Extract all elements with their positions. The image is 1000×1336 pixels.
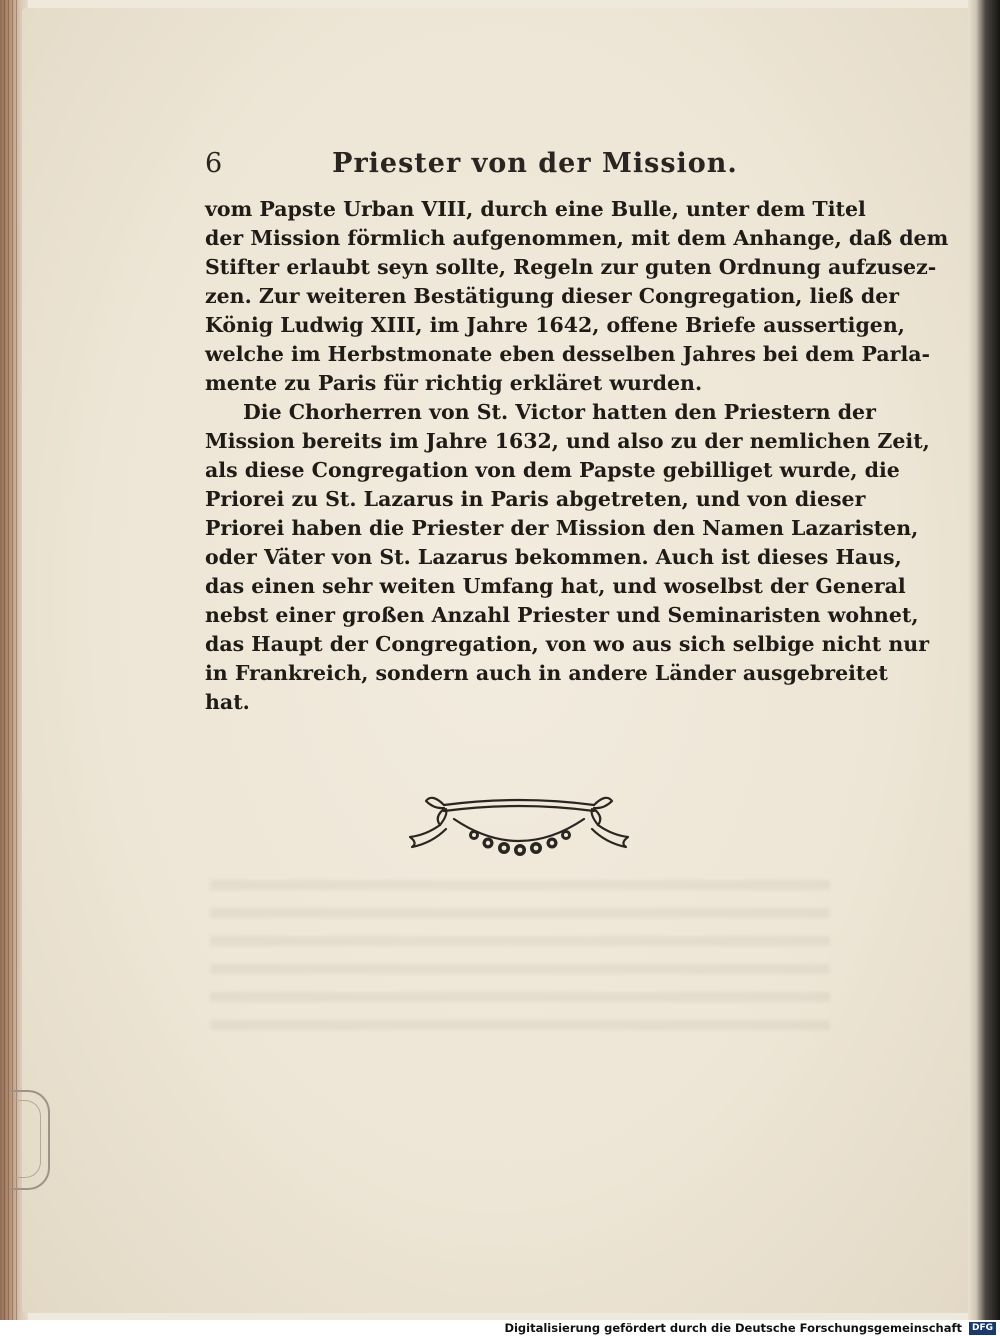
text-line: welche im Herbstmonate eben desselben Jahres bei dem Parla- [205,342,931,366]
text-line: hat. [205,690,250,714]
text-line: Priorei haben die Priester der Mission den Namen Lazaristen, [205,516,919,540]
text-line: zen. Zur weiteren Bestätigung dieser Congregation, ließ der [205,284,900,308]
footer-bar [0,1320,1000,1336]
ribbon-garland-vignette-icon [404,785,634,865]
text-line: König Ludwig XIII, im Jahre 1642, offene Briefe aussertigen, [205,313,905,337]
clip-mark-inner [14,1100,41,1178]
funding-credit: Digitalisierung gefördert durch die Deutsche Forschungsgemeinschaft [504,1321,962,1335]
text-line: Stifter erlaubt seyn sollte, Regeln zur guten Ordnung aufzusez- [205,255,937,279]
text-line: mente zu Paris für richtig erkläret wurden. [205,371,703,395]
page-number: 6 [205,148,223,179]
dfg-logo: DFG [969,1322,996,1335]
book-right-edge [968,0,1000,1320]
text-line: in Frankreich, sondern auch in andere Länder ausgebreitet [205,661,888,685]
text-line: vom Papste Urban VIII, durch eine Bulle, unter dem Titel [205,197,866,221]
text-line: das einen sehr weiten Umfang hat, und woselbst der General [205,574,906,598]
show-through-text [210,880,830,1030]
text-line: nebst einer großen Anzahl Priester und Seminaristen wohnet, [205,603,919,627]
body-text [205,195,949,717]
text-line: Mission bereits im Jahre 1632, und also zu der nemlichen Zeit, [205,429,930,453]
page-header [205,148,845,188]
text-line: Die Chorherren von St. Victor hatten den Priestern der [243,400,876,424]
text-line: oder Väter von St. Lazarus bekommen. Auch ist dieses Haus, [205,545,902,569]
text-line: als diese Congregation von dem Papste gebilliget wurde, die [205,458,900,482]
running-title: Priester von der Mission. [332,148,738,179]
text-line: der Mission förmlich aufgenommen, mit dem Anhange, daß dem [205,226,949,250]
text-line: Priorei zu St. Lazarus in Paris abgetreten, und von dieser [205,487,866,511]
text-line: das Haupt der Congregation, von wo aus sich selbige nicht nur [205,632,930,656]
